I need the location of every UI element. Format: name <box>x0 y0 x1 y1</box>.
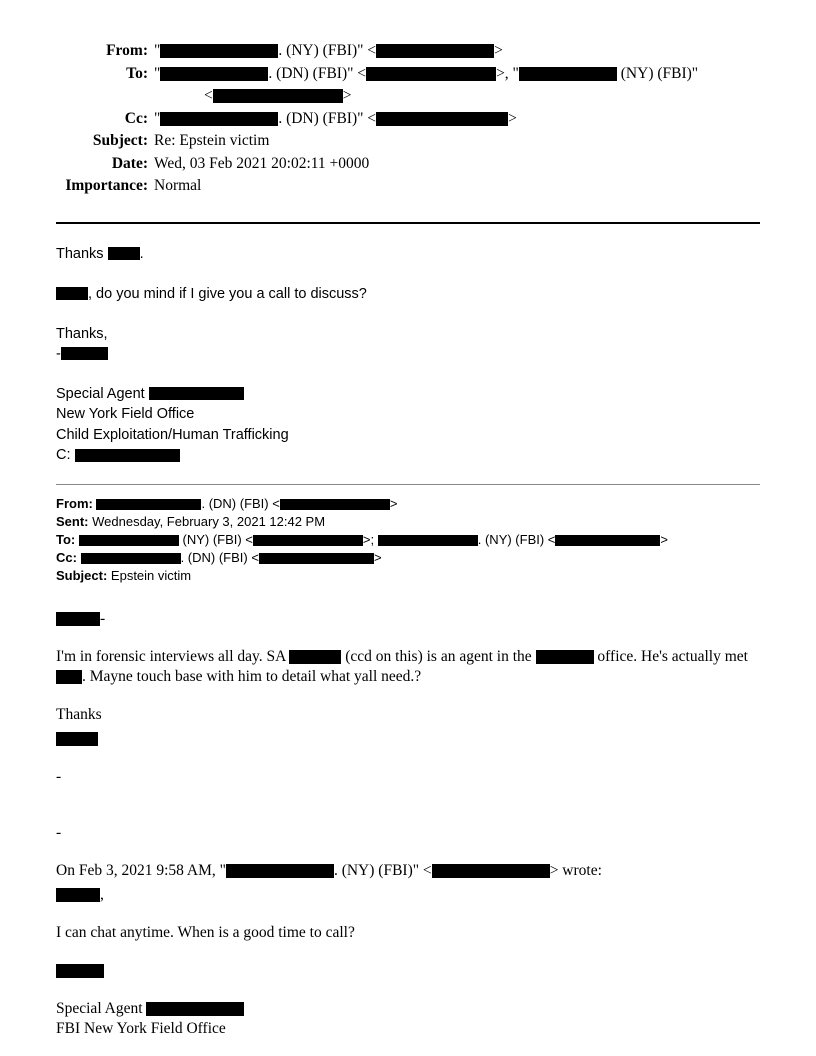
header-label-to: To: <box>126 64 148 82</box>
quoted-to-suffix-2: >; <box>362 531 375 547</box>
header-value-subject: Re: Epstein victim <box>154 132 270 149</box>
message-line-thanks <box>56 244 760 264</box>
quoted-label-sent: Sent: <box>56 513 89 529</box>
signoff-text: Thanks, <box>56 325 108 342</box>
redaction-bar <box>108 247 140 260</box>
message-signoff <box>56 324 760 344</box>
greeting-dash: - <box>100 609 106 627</box>
quoted-thanks-text: Thanks <box>56 705 102 723</box>
signature-title-line <box>56 384 760 405</box>
redaction-bar <box>376 112 508 126</box>
quoted-to-suffix-3: . (NY) (FBI) < <box>477 531 556 547</box>
redaction-bar <box>160 67 268 81</box>
quoted-row-cc <box>56 549 760 567</box>
spacer <box>56 805 760 823</box>
header-value-date: Wed, 03 Feb 2021 20:02:11 +0000 <box>154 154 370 172</box>
quoted-subject-value: Epstein victim <box>110 567 192 583</box>
header-row-importance <box>56 175 760 198</box>
signature-title: Special Agent <box>56 385 145 402</box>
quoted-greeting <box>56 609 760 629</box>
header-value-cc <box>154 108 760 131</box>
redaction-bar <box>555 535 660 546</box>
reply-comma: , <box>100 885 104 903</box>
quoted-cc-suffix-1: . (DN) (FBI) < <box>180 549 259 565</box>
quoted-row-sent <box>56 513 760 531</box>
redaction-bar <box>259 553 374 564</box>
quoted-dash-2: - <box>56 823 62 841</box>
redaction-bar <box>56 964 104 978</box>
quoted-cc-suffix-2: > <box>373 549 382 565</box>
header-value-to <box>154 63 760 86</box>
quoted-to-suffix-4: > <box>660 531 668 547</box>
quoted-from-close: > <box>389 495 398 511</box>
header-value-importance: Normal <box>154 177 202 194</box>
cc-suffix-1: . (DN) (FBI)" < <box>278 109 377 127</box>
redaction-bar <box>149 387 244 400</box>
redaction-bar <box>56 287 88 300</box>
header-label-from: From: <box>106 42 148 59</box>
quoted-label-to: To: <box>56 531 76 547</box>
header-row-subject <box>56 130 760 153</box>
para1-part-b: (ccd on this) is an agent in the <box>345 647 532 665</box>
redaction-bar <box>253 535 363 546</box>
redaction-bar <box>519 67 617 81</box>
redaction-bar <box>75 449 180 462</box>
redaction-bar <box>160 44 278 58</box>
quoted-to-suffix-1: (NY) (FBI) < <box>178 531 253 547</box>
header-label-subject: Subject: <box>92 132 148 149</box>
period-text: . <box>139 245 144 262</box>
header-row-date <box>56 153 760 176</box>
quoted-message-body <box>56 609 760 1039</box>
header-label-importance: Importance: <box>65 177 148 194</box>
para1-part-a: I'm in forensic interviews all day. SA <box>56 647 286 665</box>
quoted-from-suffix: . (DN) (FBI) < <box>201 495 280 511</box>
quoted-reply-line: I can chat anytime. When is a good time to call? <box>56 923 355 941</box>
quoted-row-subject <box>56 567 760 585</box>
header-divider <box>56 222 760 224</box>
quoted-paragraph-1 <box>56 647 760 687</box>
signature-phone-line <box>56 445 760 466</box>
header-row-to-continuation <box>56 85 760 108</box>
redaction-bar <box>56 670 82 684</box>
quoted-signature-office: FBI New York Field Office <box>56 1019 226 1037</box>
thanks-text: Thanks <box>56 245 104 262</box>
quoted-divider <box>56 484 760 485</box>
quoted-email-header <box>56 495 760 585</box>
para1-part-d: . Mayne touch base with him to detail what yall need.? <box>82 667 422 685</box>
reply-intro-part-b: . (NY) (FBI)" < <box>333 861 432 879</box>
header-value-to-continuation <box>154 85 760 108</box>
signature-office: New York Field Office <box>56 406 195 422</box>
from-suffix-1: . (NY) (FBI)" < <box>278 42 377 59</box>
header-row-to <box>56 63 760 86</box>
quoted-dash-1: - <box>56 767 62 785</box>
redaction-bar <box>289 650 341 664</box>
message-line-call <box>56 284 760 304</box>
redaction-bar <box>213 89 343 103</box>
to-suffix-2: >, " <box>496 64 519 82</box>
para1-part-c: office. He's actually met <box>597 647 748 665</box>
redaction-bar <box>79 535 179 546</box>
reply-intro-part-c: > wrote: <box>549 861 602 879</box>
quoted-reply-intro <box>56 861 760 881</box>
header-row-from <box>56 40 760 63</box>
redaction-bar <box>366 67 496 81</box>
quoted-label-from: From: <box>56 495 93 511</box>
quoted-thanks-name <box>56 729 760 749</box>
to-suffix-1: . (DN) (FBI)" < <box>268 64 367 82</box>
header-value-from <box>154 40 760 63</box>
signature-block <box>56 384 760 466</box>
quoted-row-to <box>56 531 760 549</box>
reply-intro-part-a: On Feb 3, 2021 9:58 AM, " <box>56 861 226 879</box>
to-cont-open: < <box>204 87 213 104</box>
quoted-row-from <box>56 495 760 513</box>
redaction-bar <box>96 499 201 510</box>
header-label-date: Date: <box>111 154 148 172</box>
message-body <box>56 244 760 466</box>
redaction-bar <box>81 553 181 564</box>
signature-phone-label: C: <box>56 447 71 463</box>
quote-open: " <box>154 64 161 82</box>
redaction-bar <box>160 112 278 126</box>
dash-text: - <box>56 345 61 362</box>
quote-open: " <box>154 42 161 59</box>
message-signoff-name <box>56 344 760 364</box>
signature-unit: Child Exploitation/Human Trafficking <box>56 426 289 443</box>
header-row-cc <box>56 108 760 131</box>
redaction-bar <box>378 535 478 546</box>
quote-open: " <box>154 109 161 127</box>
redaction-bar <box>432 864 550 878</box>
redaction-bar <box>376 44 494 58</box>
redaction-bar <box>56 732 98 746</box>
redaction-bar <box>56 612 100 626</box>
to-cont-close: > <box>342 87 352 104</box>
cc-suffix-2: > <box>508 109 517 127</box>
redaction-bar <box>280 499 390 510</box>
redaction-bar <box>146 1002 244 1016</box>
call-question-text: , do you mind if I give you a call to discuss? <box>88 285 367 302</box>
quoted-thanks <box>56 705 760 725</box>
quoted-signature-title-line <box>56 999 760 1019</box>
from-suffix-2: > <box>494 42 503 59</box>
redaction-bar <box>61 347 108 360</box>
redaction-bar <box>56 888 100 902</box>
quoted-label-subject: Subject: <box>56 567 108 583</box>
quoted-reply-greeting <box>56 885 760 905</box>
redaction-bar <box>536 650 594 664</box>
email-header <box>56 40 760 198</box>
quoted-label-cc: Cc: <box>56 549 77 565</box>
quoted-signature-block <box>56 999 760 1039</box>
header-label-cc: Cc: <box>124 109 148 127</box>
quoted-signature-title: Special Agent <box>56 999 143 1017</box>
to-suffix-3: (NY) (FBI)" <box>616 64 699 82</box>
quoted-sent-value: Wednesday, February 3, 2021 12:42 PM <box>92 513 326 529</box>
quoted-reply-name <box>56 961 760 981</box>
redaction-bar <box>226 864 334 878</box>
